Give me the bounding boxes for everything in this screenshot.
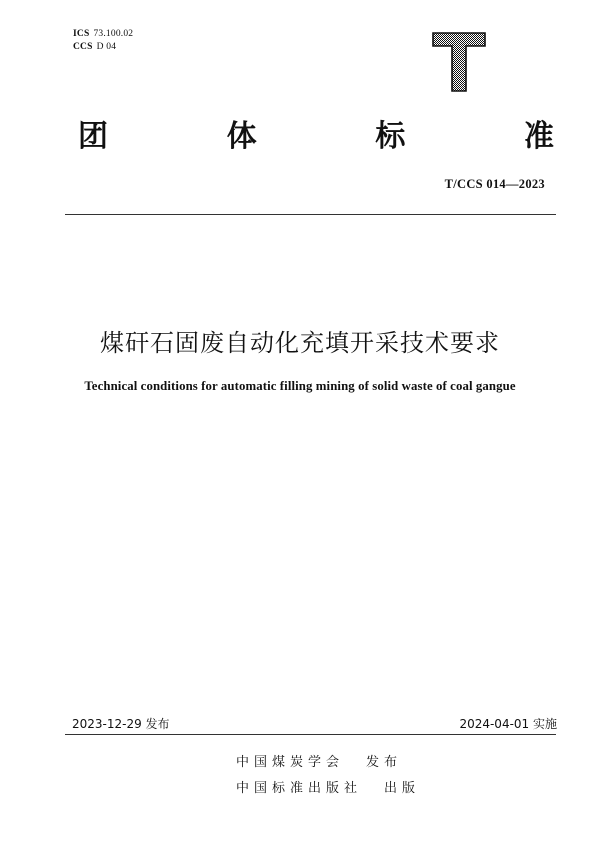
standard-type-heading: [78, 118, 554, 156]
ccs-code: D 04: [96, 42, 117, 52]
bottom-divider: [65, 734, 556, 735]
standard-number: T/CCS 014—2023: [444, 177, 545, 191]
ics-line: [73, 28, 133, 41]
classification-codes: [73, 28, 133, 54]
ics-code: 73.100.02: [93, 29, 134, 39]
category-letter-t-logo: [432, 32, 486, 92]
issuer-row: [236, 777, 420, 796]
issuer-row: [236, 751, 402, 770]
issuer-name: 中国标准出版社: [236, 781, 363, 796]
top-divider: [65, 214, 556, 215]
standard-type-char: 团: [78, 119, 108, 154]
ccs-line: [73, 41, 133, 54]
issuer-name: 中国煤炭学会: [236, 755, 345, 770]
ics-label: ICS: [73, 29, 90, 39]
title-english: Technical conditions for automatic filling mining of solid waste of coal gangue: [84, 379, 516, 393]
publish-date: 2023-12-29 发布: [72, 717, 170, 731]
title-chinese: 煤矸石固废自动化充填开采技术要求: [100, 329, 500, 357]
ccs-label: CCS: [73, 42, 93, 52]
implementation-date: 2024-04-01 实施: [459, 717, 557, 731]
issuer-action: 发布: [366, 755, 403, 770]
issuer-action: 出版: [384, 781, 421, 796]
standard-type-char: 准: [523, 119, 554, 154]
standard-type-char: 标: [375, 119, 406, 154]
standard-type-char: 体: [226, 119, 257, 154]
